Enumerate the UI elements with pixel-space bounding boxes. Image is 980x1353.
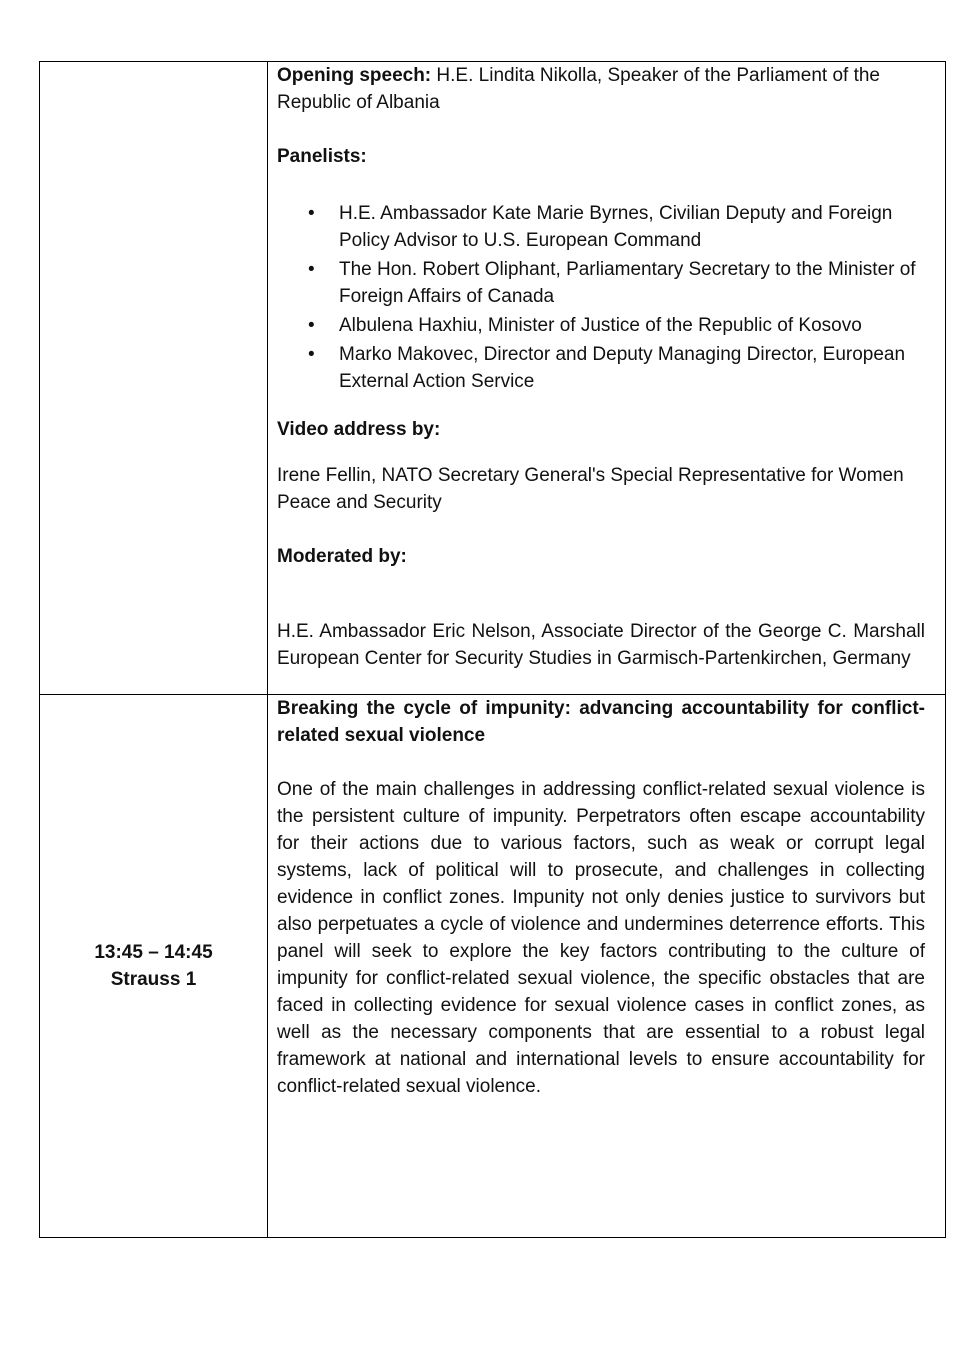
- opening-speech-text: H.E. Lindita Nikolla, Speaker of the Parliament of the Republic of Albania: [277, 65, 880, 113]
- list-item: [308, 312, 925, 339]
- panelist-text: H.E. Ambassador Kate Marie Byrnes, Civilian Deputy and Foreign Policy Advisor to U.S. European Command: [339, 203, 893, 251]
- session-description: One of the main challenges in addressing conflict-related sexual violence is the persistent culture of impunity. Perpetrators often escape accountability for their actions due to various factors, such as weak or corrupt legal systems, lack of political will to prosecute, and challenges in collecting evidence in conflict zones. Impunity not only denies justice to survivors but also perpetuates a cycle of violence and undermines deterrence efforts. This panel will seek to explore the key factors contributing to the culture of impunity for conflict-related sexual violence, the specific obstacles that are faced in collecting evidence for sexual violence cases in conflict zones, as well as the necessary components that are essential to a robust legal framework at national and international levels to ensure accountability for conflict-related sexual violence.: [277, 779, 925, 1097]
- video-address-heading: Video address by:: [277, 419, 441, 440]
- agenda-row-session-1: [40, 62, 946, 695]
- session-location: Strauss 1: [110, 969, 197, 990]
- opening-speech: [277, 62, 925, 116]
- content-cell-session-1: [268, 62, 946, 695]
- bullet-icon: •: [308, 203, 315, 224]
- session-title: Breaking the cycle of impunity: advancing accountability for conflict-related sexual violence: [277, 698, 925, 746]
- session-time-block: [40, 939, 267, 993]
- moderated-by-heading: Moderated by:: [277, 546, 407, 567]
- agenda-row-session-2: [40, 695, 946, 1238]
- time-cell-session-1: [40, 62, 268, 695]
- panelists-heading: Panelists:: [277, 146, 367, 167]
- list-item: [308, 200, 925, 254]
- panelist-text: The Hon. Robert Oliphant, Parliamentary Secretary to the Minister of Foreign Affairs of Canada: [339, 259, 916, 307]
- panelist-text: Albulena Haxhiu, Minister of Justice of the Republic of Kosovo: [339, 315, 862, 336]
- list-item: [308, 256, 925, 310]
- time-cell-session-2: [40, 695, 268, 1238]
- video-address-text: Irene Fellin, NATO Secretary General's Special Representative for Women Peace and Security: [277, 465, 904, 513]
- bullet-icon: •: [308, 315, 315, 336]
- bullet-icon: •: [308, 344, 315, 365]
- agenda-table: [39, 61, 946, 1238]
- panelist-text: Marko Makovec, Director and Deputy Managing Director, European External Action Service: [339, 344, 906, 392]
- opening-speech-label: Opening speech:: [277, 65, 432, 86]
- moderator-text: H.E. Ambassador Eric Nelson, Associate Director of the George C. Marshall European Center for Security Studies in Garmisch-Partenkirchen, Germany: [277, 621, 925, 669]
- bullet-icon: •: [308, 259, 315, 280]
- content-cell-session-2: [268, 695, 946, 1238]
- panelists-list: [277, 200, 925, 395]
- session-time: 13:45 – 14:45: [94, 942, 213, 963]
- list-item: [308, 341, 925, 395]
